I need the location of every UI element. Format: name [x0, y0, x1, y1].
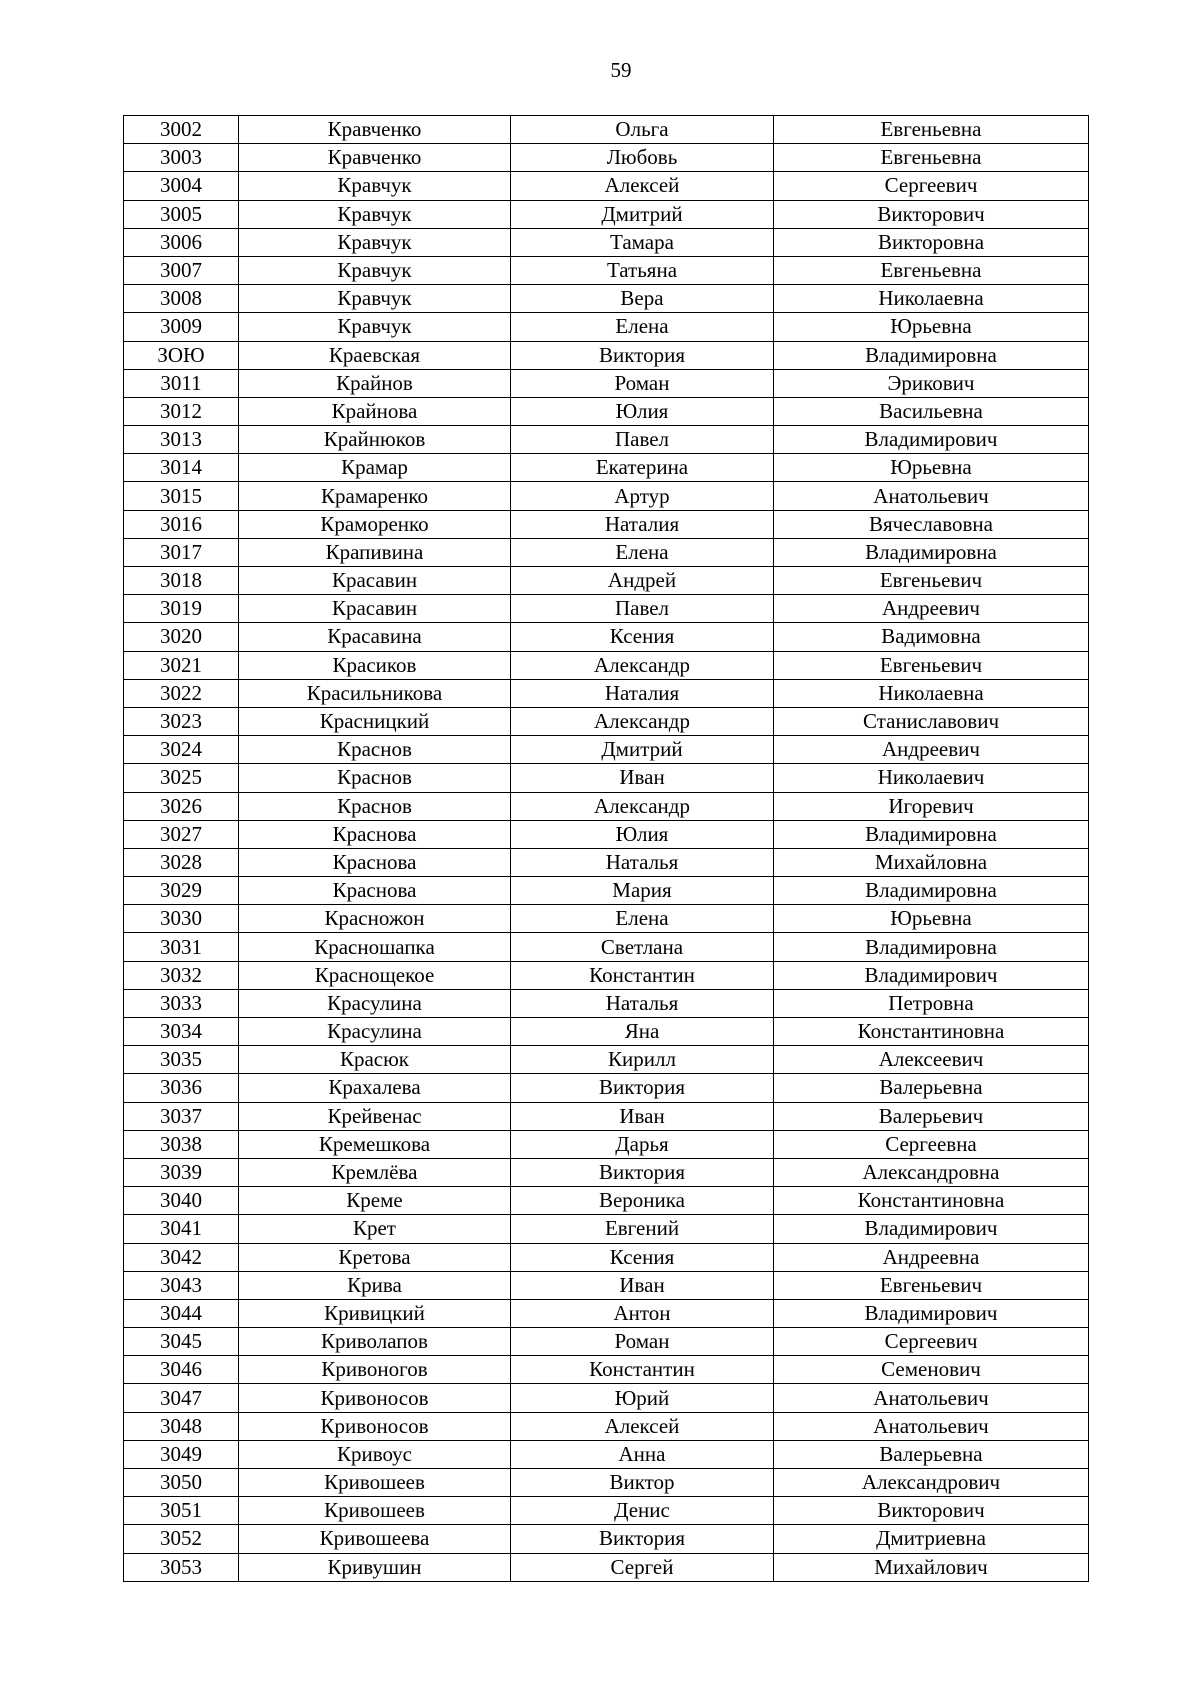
surname-cell: Кравчук — [239, 200, 511, 228]
surname-cell: Кравченко — [239, 116, 511, 144]
row-number-cell: 3047 — [124, 1384, 239, 1412]
surname-cell: Краснов — [239, 764, 511, 792]
table-row — [124, 538, 1089, 566]
table-row — [124, 736, 1089, 764]
patronymic-cell: Алексеевич — [774, 1046, 1089, 1074]
table-row — [124, 397, 1089, 425]
row-number-cell: 3034 — [124, 1018, 239, 1046]
registry-table-body — [124, 116, 1089, 1582]
row-number-cell: 3023 — [124, 707, 239, 735]
table-row — [124, 1328, 1089, 1356]
surname-cell: Красулина — [239, 1018, 511, 1046]
table-row — [124, 905, 1089, 933]
patronymic-cell: Эрикович — [774, 369, 1089, 397]
row-number-cell: 3050 — [124, 1469, 239, 1497]
surname-cell: Красавина — [239, 623, 511, 651]
table-row — [124, 1018, 1089, 1046]
first-name-cell: Кирилл — [511, 1046, 774, 1074]
surname-cell: Крамар — [239, 454, 511, 482]
table-row — [124, 1384, 1089, 1412]
patronymic-cell: Вадимовна — [774, 623, 1089, 651]
row-number-cell: 3003 — [124, 144, 239, 172]
patronymic-cell: Семенович — [774, 1356, 1089, 1384]
surname-cell: Краевская — [239, 341, 511, 369]
patronymic-cell: Дмитриевна — [774, 1525, 1089, 1553]
first-name-cell: Виктория — [511, 1525, 774, 1553]
first-name-cell: Иван — [511, 764, 774, 792]
table-row — [124, 341, 1089, 369]
surname-cell: Кремлёва — [239, 1158, 511, 1186]
table-row — [124, 313, 1089, 341]
registry-table — [123, 115, 1089, 1582]
row-number-cell: 3046 — [124, 1356, 239, 1384]
surname-cell: Краморенко — [239, 510, 511, 538]
row-number-cell: 3037 — [124, 1102, 239, 1130]
first-name-cell: Юрий — [511, 1384, 774, 1412]
surname-cell: Крайнов — [239, 369, 511, 397]
first-name-cell: Светлана — [511, 933, 774, 961]
surname-cell: Криволапов — [239, 1328, 511, 1356]
first-name-cell: Иван — [511, 1271, 774, 1299]
first-name-cell: Евгений — [511, 1215, 774, 1243]
patronymic-cell: Сергеевна — [774, 1130, 1089, 1158]
table-row — [124, 1187, 1089, 1215]
row-number-cell: 3043 — [124, 1271, 239, 1299]
table-row — [124, 172, 1089, 200]
first-name-cell: Юлия — [511, 397, 774, 425]
patronymic-cell: Валерьевич — [774, 1102, 1089, 1130]
table-row — [124, 454, 1089, 482]
table-row — [124, 792, 1089, 820]
row-number-cell: 3002 — [124, 116, 239, 144]
table-row — [124, 1243, 1089, 1271]
row-number-cell: 3024 — [124, 736, 239, 764]
first-name-cell: Вероника — [511, 1187, 774, 1215]
first-name-cell: Тамара — [511, 228, 774, 256]
surname-cell: Кривоногов — [239, 1356, 511, 1384]
patronymic-cell: Викторович — [774, 1497, 1089, 1525]
surname-cell: Красулина — [239, 989, 511, 1017]
patronymic-cell: Владимировна — [774, 877, 1089, 905]
row-number-cell: 3042 — [124, 1243, 239, 1271]
first-name-cell: Александр — [511, 651, 774, 679]
patronymic-cell: Евгеньевна — [774, 144, 1089, 172]
row-number-cell: 3035 — [124, 1046, 239, 1074]
table-row — [124, 820, 1089, 848]
first-name-cell: Константин — [511, 961, 774, 989]
surname-cell: Кривушин — [239, 1553, 511, 1581]
patronymic-cell: Викторовна — [774, 228, 1089, 256]
patronymic-cell: Андреевич — [774, 595, 1089, 623]
row-number-cell: 3008 — [124, 285, 239, 313]
row-number-cell: 3015 — [124, 482, 239, 510]
surname-cell: Крайнюков — [239, 426, 511, 454]
first-name-cell: Дмитрий — [511, 200, 774, 228]
first-name-cell: Ксения — [511, 623, 774, 651]
first-name-cell: Виктория — [511, 1074, 774, 1102]
patronymic-cell: Анатольевич — [774, 482, 1089, 510]
table-row — [124, 623, 1089, 651]
patronymic-cell: Андреевич — [774, 736, 1089, 764]
row-number-cell: 3004 — [124, 172, 239, 200]
surname-cell: Красиков — [239, 651, 511, 679]
surname-cell: Кривоус — [239, 1440, 511, 1468]
patronymic-cell: Васильевна — [774, 397, 1089, 425]
row-number-cell: 3049 — [124, 1440, 239, 1468]
row-number-cell: 3048 — [124, 1412, 239, 1440]
surname-cell: Кривошеев — [239, 1469, 511, 1497]
patronymic-cell: Владимировна — [774, 820, 1089, 848]
first-name-cell: Ольга — [511, 116, 774, 144]
patronymic-cell: Евгеньевич — [774, 567, 1089, 595]
row-number-cell: 3020 — [124, 623, 239, 651]
first-name-cell: Алексей — [511, 1412, 774, 1440]
table-row — [124, 1525, 1089, 1553]
first-name-cell: Роман — [511, 1328, 774, 1356]
patronymic-cell: Михайлович — [774, 1553, 1089, 1581]
row-number-cell: 3030 — [124, 905, 239, 933]
first-name-cell: Павел — [511, 426, 774, 454]
first-name-cell: Дарья — [511, 1130, 774, 1158]
surname-cell: Крива — [239, 1271, 511, 1299]
row-number-cell: 3006 — [124, 228, 239, 256]
patronymic-cell: Владимировна — [774, 341, 1089, 369]
row-number-cell: 3021 — [124, 651, 239, 679]
row-number-cell: 3019 — [124, 595, 239, 623]
first-name-cell: Павел — [511, 595, 774, 623]
surname-cell: Кравчук — [239, 256, 511, 284]
table-row — [124, 1215, 1089, 1243]
surname-cell: Краснов — [239, 792, 511, 820]
table-row — [124, 144, 1089, 172]
first-name-cell: Наталья — [511, 989, 774, 1017]
patronymic-cell: Юрьевна — [774, 905, 1089, 933]
patronymic-cell: Вячеславовна — [774, 510, 1089, 538]
surname-cell: Красавин — [239, 595, 511, 623]
first-name-cell: Юлия — [511, 820, 774, 848]
first-name-cell: Артур — [511, 482, 774, 510]
first-name-cell: Наталия — [511, 510, 774, 538]
row-number-cell: 3026 — [124, 792, 239, 820]
table-row — [124, 1553, 1089, 1581]
surname-cell: Краснов — [239, 736, 511, 764]
row-number-cell: 3022 — [124, 679, 239, 707]
patronymic-cell: Валерьевна — [774, 1440, 1089, 1468]
patronymic-cell: Владимирович — [774, 1215, 1089, 1243]
patronymic-cell: Игоревич — [774, 792, 1089, 820]
first-name-cell: Виктор — [511, 1469, 774, 1497]
surname-cell: Красавин — [239, 567, 511, 595]
row-number-cell: 3032 — [124, 961, 239, 989]
surname-cell: Красильникова — [239, 679, 511, 707]
surname-cell: Красюк — [239, 1046, 511, 1074]
first-name-cell: Екатерина — [511, 454, 774, 482]
patronymic-cell: Владимирович — [774, 961, 1089, 989]
table-row — [124, 989, 1089, 1017]
table-row — [124, 1497, 1089, 1525]
table-row — [124, 1271, 1089, 1299]
patronymic-cell: Владимирович — [774, 1299, 1089, 1327]
first-name-cell: Наталия — [511, 679, 774, 707]
row-number-cell: 3011 — [124, 369, 239, 397]
patronymic-cell: Евгеньевна — [774, 116, 1089, 144]
row-number-cell: 3041 — [124, 1215, 239, 1243]
patronymic-cell: Владимировна — [774, 538, 1089, 566]
surname-cell: Кравчук — [239, 228, 511, 256]
first-name-cell: Наталья — [511, 848, 774, 876]
surname-cell: Красношапка — [239, 933, 511, 961]
patronymic-cell: Евгеньевна — [774, 256, 1089, 284]
first-name-cell: Любовь — [511, 144, 774, 172]
table-row — [124, 1356, 1089, 1384]
patronymic-cell: Петровна — [774, 989, 1089, 1017]
surname-cell: Крайнова — [239, 397, 511, 425]
table-row — [124, 877, 1089, 905]
row-number-cell: 3009 — [124, 313, 239, 341]
first-name-cell: Яна — [511, 1018, 774, 1046]
row-number-cell: 3052 — [124, 1525, 239, 1553]
first-name-cell: Роман — [511, 369, 774, 397]
table-row — [124, 426, 1089, 454]
patronymic-cell: Владимировна — [774, 933, 1089, 961]
table-row — [124, 256, 1089, 284]
first-name-cell: Елена — [511, 905, 774, 933]
row-number-cell: 3033 — [124, 989, 239, 1017]
patronymic-cell: Анатольевич — [774, 1412, 1089, 1440]
table-row — [124, 933, 1089, 961]
table-row — [124, 1046, 1089, 1074]
patronymic-cell: Сергеевич — [774, 172, 1089, 200]
row-number-cell: 3053 — [124, 1553, 239, 1581]
table-row — [124, 595, 1089, 623]
table-row — [124, 567, 1089, 595]
patronymic-cell: Станиславович — [774, 707, 1089, 735]
table-row — [124, 228, 1089, 256]
row-number-cell: 3038 — [124, 1130, 239, 1158]
surname-cell: Крапивина — [239, 538, 511, 566]
row-number-cell: 3045 — [124, 1328, 239, 1356]
table-row — [124, 116, 1089, 144]
surname-cell: Кравчук — [239, 313, 511, 341]
patronymic-cell: Александровна — [774, 1158, 1089, 1186]
patronymic-cell: Юрьевна — [774, 454, 1089, 482]
patronymic-cell: Николаевич — [774, 764, 1089, 792]
patronymic-cell: Юрьевна — [774, 313, 1089, 341]
patronymic-cell: Евгеньевич — [774, 1271, 1089, 1299]
row-number-cell: 3014 — [124, 454, 239, 482]
row-number-cell: 3044 — [124, 1299, 239, 1327]
row-number-cell: 3039 — [124, 1158, 239, 1186]
surname-cell: Красницкий — [239, 707, 511, 735]
row-number-cell: 3016 — [124, 510, 239, 538]
row-number-cell: 3028 — [124, 848, 239, 876]
surname-cell: Крейвенас — [239, 1102, 511, 1130]
surname-cell: Краснова — [239, 877, 511, 905]
first-name-cell: Александр — [511, 707, 774, 735]
surname-cell: Краснощекое — [239, 961, 511, 989]
row-number-cell: 3017 — [124, 538, 239, 566]
table-row — [124, 369, 1089, 397]
patronymic-cell: Валерьевна — [774, 1074, 1089, 1102]
first-name-cell: Анна — [511, 1440, 774, 1468]
row-number-cell: 3012 — [124, 397, 239, 425]
table-row — [124, 200, 1089, 228]
surname-cell: Кривошеев — [239, 1497, 511, 1525]
patronymic-cell: Викторович — [774, 200, 1089, 228]
surname-cell: Красножон — [239, 905, 511, 933]
surname-cell: Кривицкий — [239, 1299, 511, 1327]
first-name-cell: Ксения — [511, 1243, 774, 1271]
first-name-cell: Александр — [511, 792, 774, 820]
table-row — [124, 848, 1089, 876]
surname-cell: Кравчук — [239, 285, 511, 313]
table-row — [124, 1412, 1089, 1440]
patronymic-cell: Александрович — [774, 1469, 1089, 1497]
row-number-cell: 3025 — [124, 764, 239, 792]
first-name-cell: Иван — [511, 1102, 774, 1130]
first-name-cell: Вера — [511, 285, 774, 313]
first-name-cell: Константин — [511, 1356, 774, 1384]
row-number-cell: ЗОЮ — [124, 341, 239, 369]
table-row — [124, 1299, 1089, 1327]
first-name-cell: Виктория — [511, 1158, 774, 1186]
surname-cell: Кравчук — [239, 172, 511, 200]
patronymic-cell: Андреевна — [774, 1243, 1089, 1271]
row-number-cell: 3027 — [124, 820, 239, 848]
first-name-cell: Елена — [511, 313, 774, 341]
row-number-cell: 3040 — [124, 1187, 239, 1215]
table-row — [124, 285, 1089, 313]
table-row — [124, 1158, 1089, 1186]
patronymic-cell: Сергеевич — [774, 1328, 1089, 1356]
surname-cell: Кривошеева — [239, 1525, 511, 1553]
patronymic-cell: Анатольевич — [774, 1384, 1089, 1412]
row-number-cell: 3007 — [124, 256, 239, 284]
patronymic-cell: Евгеньевич — [774, 651, 1089, 679]
first-name-cell: Антон — [511, 1299, 774, 1327]
surname-cell: Креме — [239, 1187, 511, 1215]
row-number-cell: 3005 — [124, 200, 239, 228]
table-row — [124, 651, 1089, 679]
table-row — [124, 764, 1089, 792]
page-number: 59 — [610, 58, 632, 82]
first-name-cell: Андрей — [511, 567, 774, 595]
first-name-cell: Елена — [511, 538, 774, 566]
table-row — [124, 1440, 1089, 1468]
surname-cell: Крахалева — [239, 1074, 511, 1102]
first-name-cell: Мария — [511, 877, 774, 905]
first-name-cell: Виктория — [511, 341, 774, 369]
surname-cell: Кравченко — [239, 144, 511, 172]
patronymic-cell: Константиновна — [774, 1187, 1089, 1215]
surname-cell: Кривоносов — [239, 1412, 511, 1440]
table-row — [124, 679, 1089, 707]
first-name-cell: Дмитрий — [511, 736, 774, 764]
table-row — [124, 1074, 1089, 1102]
table-row — [124, 1102, 1089, 1130]
patronymic-cell: Владимирович — [774, 426, 1089, 454]
surname-cell: Крет — [239, 1215, 511, 1243]
row-number-cell: 3036 — [124, 1074, 239, 1102]
table-row — [124, 510, 1089, 538]
patronymic-cell: Николаевна — [774, 285, 1089, 313]
table-row — [124, 961, 1089, 989]
surname-cell: Кретова — [239, 1243, 511, 1271]
table-row — [124, 707, 1089, 735]
surname-cell: Крамаренко — [239, 482, 511, 510]
row-number-cell: 3051 — [124, 1497, 239, 1525]
table-row — [124, 1469, 1089, 1497]
surname-cell: Кремешкова — [239, 1130, 511, 1158]
patronymic-cell: Михайловна — [774, 848, 1089, 876]
first-name-cell: Татьяна — [511, 256, 774, 284]
patronymic-cell: Константиновна — [774, 1018, 1089, 1046]
surname-cell: Кривоносов — [239, 1384, 511, 1412]
first-name-cell: Сергей — [511, 1553, 774, 1581]
surname-cell: Краснова — [239, 820, 511, 848]
surname-cell: Краснова — [239, 848, 511, 876]
row-number-cell: 3018 — [124, 567, 239, 595]
patronymic-cell: Николаевна — [774, 679, 1089, 707]
table-row — [124, 1130, 1089, 1158]
row-number-cell: 3029 — [124, 877, 239, 905]
first-name-cell: Денис — [511, 1497, 774, 1525]
first-name-cell: Алексей — [511, 172, 774, 200]
row-number-cell: 3013 — [124, 426, 239, 454]
table-row — [124, 482, 1089, 510]
row-number-cell: 3031 — [124, 933, 239, 961]
